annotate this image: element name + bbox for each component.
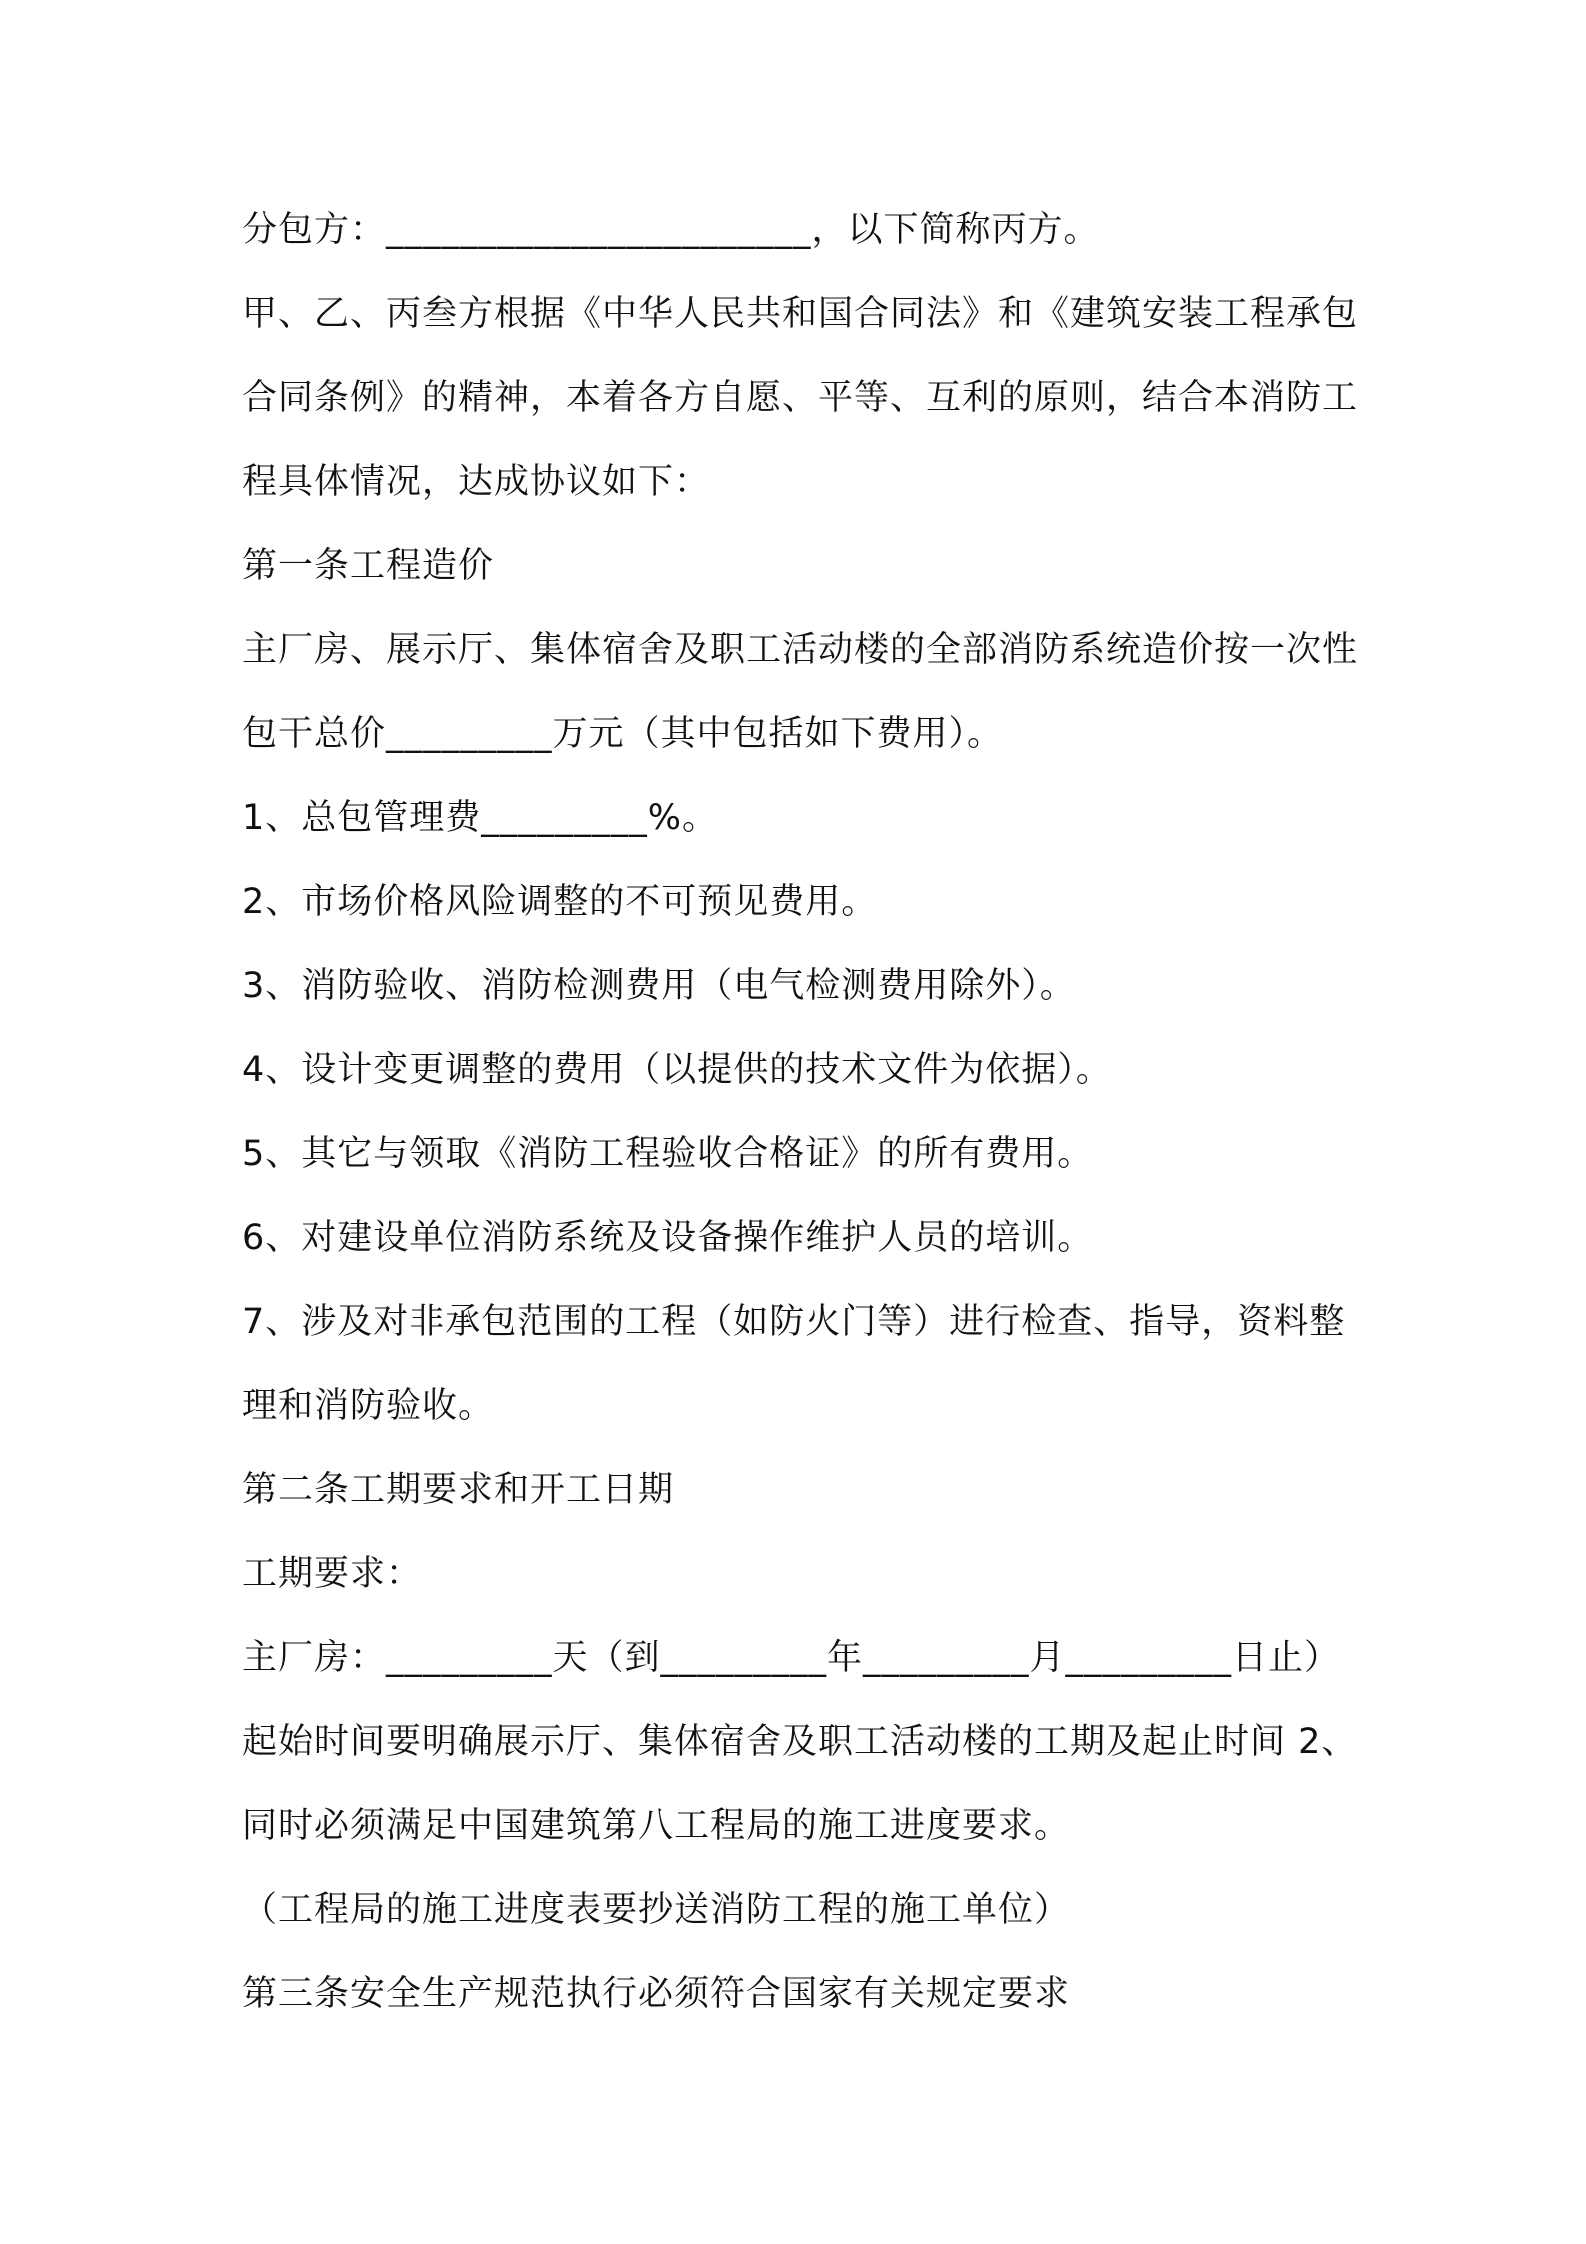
fee-item-3: 3、消防验收、消防检测费用（电气检测费用除外）。 bbox=[242, 966, 1076, 1006]
fee-item-1: 1、总包管理费_________%。 bbox=[242, 798, 719, 838]
fee-item-7: 7、涉及对非承包范围的工程（如防火门等）进行检查、指导，资料整理和消防验收。 bbox=[242, 1302, 1346, 1426]
preamble-paragraph: 甲、乙、丙叁方根据《中华人民共和国合同法》和《建筑安装工程承包合同条例》的精神，本着各方自愿、平等、互利的原则，结合本消防工程具体情况，达成协议如下： bbox=[242, 294, 1359, 502]
schedule-note: （工程局的施工进度表要抄送消防工程的施工单位） bbox=[242, 1890, 1071, 1930]
subcontractor-line: 分包方：_______________________，以下简称丙方。 bbox=[242, 210, 1100, 250]
schedule-label: 工期要求： bbox=[242, 1554, 423, 1594]
fee-item-5: 5、其它与领取《消防工程验收合格证》的所有费用。 bbox=[242, 1134, 1094, 1174]
article-2-heading: 第二条工期要求和开工日期 bbox=[242, 1470, 675, 1510]
article-1-heading: 第一条工程造价 bbox=[242, 546, 495, 586]
fee-item-6: 6、对建设单位消防系统及设备操作维护人员的培训。 bbox=[242, 1218, 1094, 1258]
article-1-body: 主厂房、展示厅、集体宿舍及职工活动楼的全部消防系统造价按一次性包干总价_________万元（其中包括如下费用）。 bbox=[242, 630, 1359, 754]
fee-item-2: 2、市场价格风险调整的不可预见费用。 bbox=[242, 882, 878, 922]
schedule-body: 主厂房：_________天（到_________年_________月_________日止）起始时间要明确展示厅、集体宿舍及职工活动楼的工期及起止时间 2、同时必须满足中国建筑第八工程局的施工进度要求。 bbox=[242, 1638, 1358, 1846]
article-3-heading: 第三条安全生产规范执行必须符合国家有关规定要求 bbox=[242, 1974, 1071, 2014]
fee-item-4: 4、设计变更调整的费用（以提供的技术文件为依据）。 bbox=[242, 1050, 1112, 1090]
